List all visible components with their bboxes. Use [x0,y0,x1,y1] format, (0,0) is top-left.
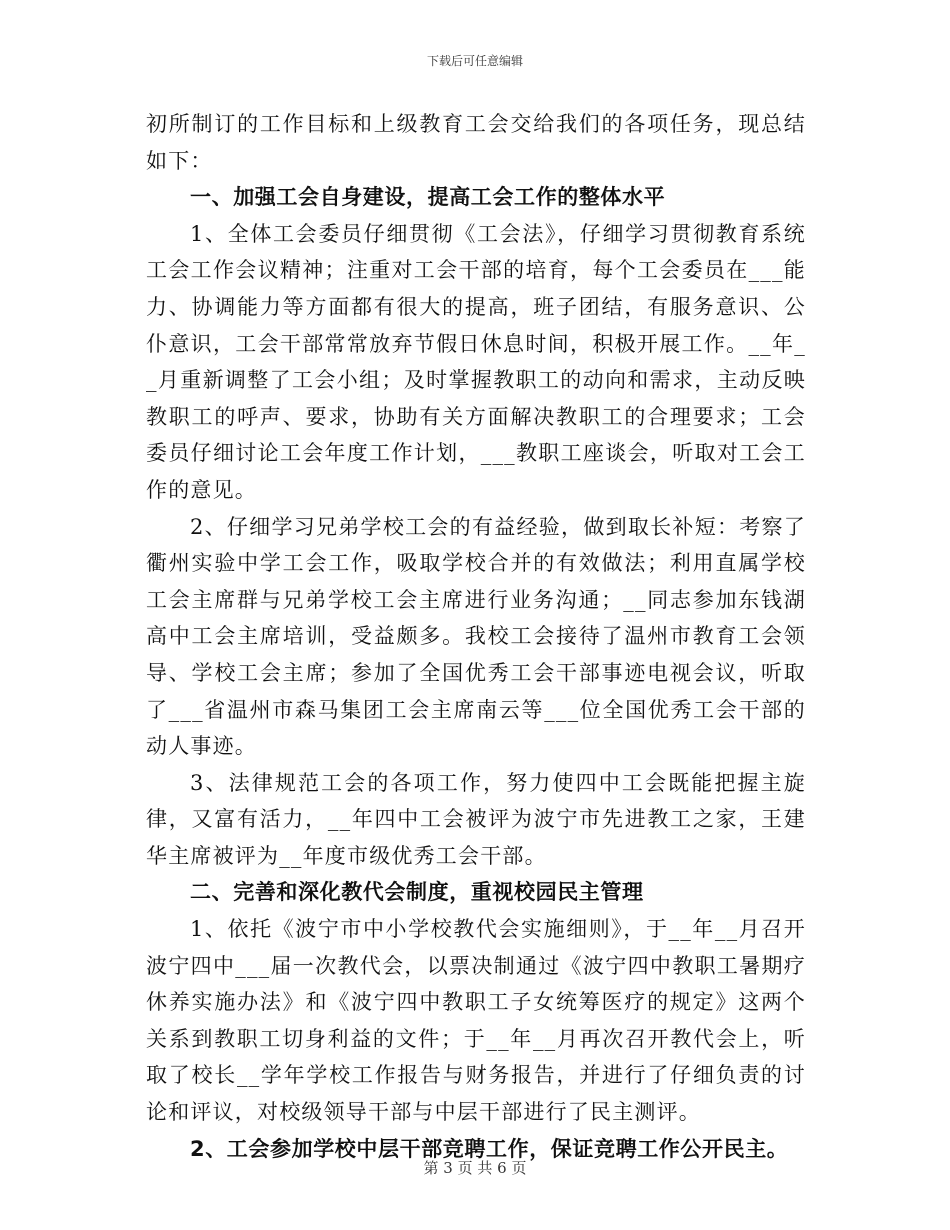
paragraph: 1、全体工会委员仔细贯彻《工会法》，仔细学习贯彻教育系统工会工作会议精神；注重对工会干部的培育，每个工会委员在___能力、协调能力等方面都有很大的提高，班子团结，有服务意识、公仆意识，工会干部常常放弃节假日休息时间，积极开展工作。__年__月重新调整了工会小组；及时掌握教职工的动向和需求，主动反映教职工的呼声、要求，协助有关方面解决教职工的合理要求；工会委员仔细讨论工会年度工作计划，___教职工座谈会，听取对工会工作的意见。 [146,221,806,502]
section-heading-1: 一、加强工会自身建设，提高工会工作的整体水平 [190,185,666,210]
paragraph: 1、依托《波宁市中小学校教代会实施细则》，于__年__月召开波宁四中___届一次教代会，以票决制通过《波宁四中教职工暑期疗休养实施办法》和《波宁四中教职工子女统筹医疗的规定》这两个关系到教职工切身利益的文件；于__年__月再次召开教代会上，听取了校长__学年学校工作报告与财务报告，并进行了仔细负责的讨论和评议，对校级领导干部与中层干部进行了民主测评。 [146,917,806,1125]
subsection-heading: 2、工会参加学校中层干部竞聘工作，保证竞聘工作公开民主。 [190,1136,789,1161]
paragraph: 2、仔细学习兄弟学校工会的有益经验，做到取长补短：考察了衢州实验中学工会工作，吸取学校合并的有效做法；利用直属学校工会主席群与兄弟学校工会主席进行业务沟通；__同志参加东钱湖高中工会主席培训，受益颇多。我校工会接待了温州市教育工会领导、学校工会主席；参加了全国优秀工会干部事迹电视会议，听取了___省温州市森马集团工会主席南云等___位全国优秀工会干部的动人事迹。 [146,514,806,759]
document-body [146,106,806,1167]
page-header: 下载后可任意编辑 [426,54,523,68]
page-number: 第 3 页 共 6 页 [423,1159,527,1177]
paragraph-continuation: 初所制订的工作目标和上级教育工会交给我们的各项任务，现总结如下： [146,112,806,173]
section-heading-2: 二、完善和深化教代会制度，重视校园民主管理 [190,880,644,905]
paragraph: 3、法律规范工会的各项工作，努力使四中工会既能把握主旋律，又富有活力，__年四中工会被评为波宁市先进教工之家，王建华主席被评为__年度市级优秀工会干部。 [146,770,806,868]
